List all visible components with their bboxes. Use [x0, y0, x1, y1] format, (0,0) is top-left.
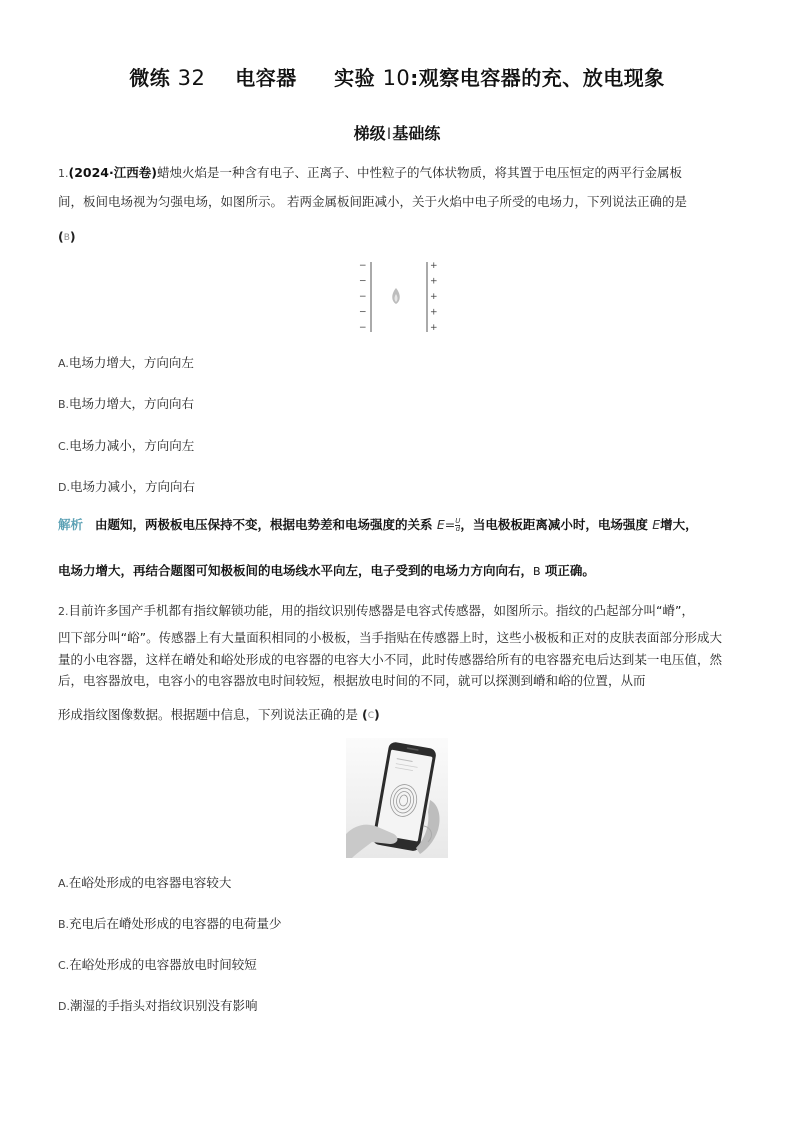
q2-answer-close: ) — [374, 707, 380, 722]
q2-text-last-line: 形成指纹图像数据。根据题中信息，下列说法正确的是 — [58, 707, 359, 722]
phone-fingerprint-illustration — [346, 738, 448, 858]
negative-sign: − — [359, 323, 367, 333]
page-title — [0, 62, 794, 91]
subtitle-separator: Ⅰ — [386, 124, 392, 143]
q1-answer-close: ) — [69, 229, 76, 244]
q2-text-line1: 目前许多国产手机都有指纹解锁功能，用的指纹识别传感器是电容式传感器，如图所示。指纹的凸起部分叫“嵴”， — [68, 603, 694, 618]
option-key: C. — [58, 440, 70, 453]
negative-signs — [359, 261, 367, 333]
formula-denominator: d — [455, 525, 461, 533]
q1-source: (2024·江西卷) — [68, 165, 157, 180]
parallel-plates-diagram — [355, 258, 445, 336]
q1-analysis-line2 — [58, 561, 595, 579]
negative-sign: − — [359, 261, 367, 271]
option-text: 电场力增大，方向向右 — [69, 396, 195, 411]
positive-sign: + — [430, 292, 438, 302]
title-part-capacitor: 电容器 — [235, 66, 297, 90]
option-text: 电场力减小，方向向左 — [69, 438, 195, 453]
q1-stem-line1 — [58, 165, 682, 182]
title-part-weilian: 微练 — [129, 66, 171, 90]
positive-signs — [430, 261, 438, 333]
q2-option-d[interactable] — [58, 996, 257, 1014]
q1-option-b[interactable] — [58, 394, 194, 412]
q1-option-c[interactable] — [58, 436, 194, 454]
option-text: 在峪处形成的电容器放电时间较短 — [69, 957, 257, 972]
analysis-text-1a: 由题知，两极板电压保持不变，根据电势差和电场强度的关系 — [95, 517, 433, 532]
subtitle-left: 梯级 — [353, 124, 386, 143]
positive-sign: + — [430, 276, 438, 287]
q2-stem-line1 — [58, 603, 694, 620]
title-number-10: 10 — [382, 66, 411, 90]
analysis-tag: 解析 — [58, 517, 84, 532]
option-text: 在峪处形成的电容器电容较大 — [68, 875, 232, 890]
q1-figure-plates — [355, 258, 445, 336]
option-key: A. — [58, 357, 69, 370]
q1-stem-line2 — [58, 194, 687, 210]
option-text: 电场力增大，方向向左 — [68, 355, 194, 370]
q1-answer-open: ( — [58, 229, 64, 244]
q1-text-line1: 蜡烛火焰是一种含有电子、正离子、中性粒子的气体状物质，将其置于电压恒定的两平行金属板 — [156, 165, 682, 180]
negative-sign: − — [359, 292, 367, 302]
q2-stem-last-line — [58, 707, 380, 724]
option-key: B. — [58, 918, 70, 931]
option-key: A. — [58, 877, 69, 890]
section-subtitle — [0, 121, 794, 144]
analysis-answer-key: B — [533, 565, 541, 578]
positive-sign: + — [430, 323, 438, 333]
positive-sign: + — [430, 307, 438, 318]
q2-answer-open: ( — [362, 707, 368, 722]
q2-option-c[interactable] — [58, 955, 257, 973]
formula-lhs: E= — [436, 517, 456, 532]
title-number-32: 32 — [177, 66, 206, 90]
q2-option-b[interactable] — [58, 914, 282, 932]
option-text: 充电后在嵴处形成的电容器的电荷量少 — [69, 916, 282, 931]
flame-icon — [392, 288, 400, 304]
q2-figure-phone — [346, 738, 448, 858]
title-part-topic: :观察电容器的充、放电现象 — [410, 66, 665, 90]
q2-stem-paragraph: 凹下部分叫“峪”。传感器上有大量面积相同的小极板，当手指贴在传感器上时，这些小极板和正对的皮肤表面部分形成大量的小电容器，这样在嵴处和峪处形成的电容器的电容大小不同，此时传感器给所有的电容器充电后达到某一电压值，然后，电容器放电，电容小的电容器放电时间较短，根据放电时间的不同，就可以探测到嵴和峪的位置，从而 — [58, 630, 722, 688]
variable-e: E — [652, 517, 661, 532]
title-part-experiment: 实验 — [334, 66, 376, 90]
q1-number: 1. — [58, 167, 69, 180]
q1-answer: B — [63, 233, 70, 243]
q1-option-a[interactable] — [58, 353, 194, 371]
subtitle-right: 基础练 — [392, 124, 441, 143]
q2-option-a[interactable] — [58, 873, 231, 891]
q1-text-line2: 间，板间电场视为匀强电场，如图所示。 若两金属板间距减小，关于火焰中电子所受的电场力，下列说法正确的是 — [58, 194, 687, 209]
q1-option-d[interactable] — [58, 477, 195, 495]
formula-numerator: U — [455, 517, 461, 525]
analysis-text-2a: 电场力增大，再结合题图可知极板间的电场线水平向左，电子受到的电场力方向向右， — [58, 563, 534, 578]
q1-analysis-line1 — [58, 517, 698, 533]
analysis-text-2b: 项正确。 — [540, 563, 595, 578]
negative-sign: − — [359, 307, 367, 318]
option-key: D. — [58, 1000, 70, 1013]
negative-sign: − — [359, 276, 367, 287]
q2-answer: C — [367, 711, 375, 721]
analysis-text-1b: ，当电极板距离减小时，电场强度 — [460, 517, 648, 532]
q1-answer-bracket — [58, 229, 76, 246]
option-key: B. — [58, 398, 70, 411]
option-key: C. — [58, 959, 70, 972]
option-key: D. — [58, 481, 70, 494]
option-text: 电场力减小，方向向右 — [69, 479, 195, 494]
option-text: 潮湿的手指头对指纹识别没有影响 — [69, 998, 258, 1013]
positive-sign: + — [430, 261, 438, 271]
q2-number: 2. — [58, 605, 69, 618]
analysis-text-1c: 增大， — [660, 517, 698, 532]
